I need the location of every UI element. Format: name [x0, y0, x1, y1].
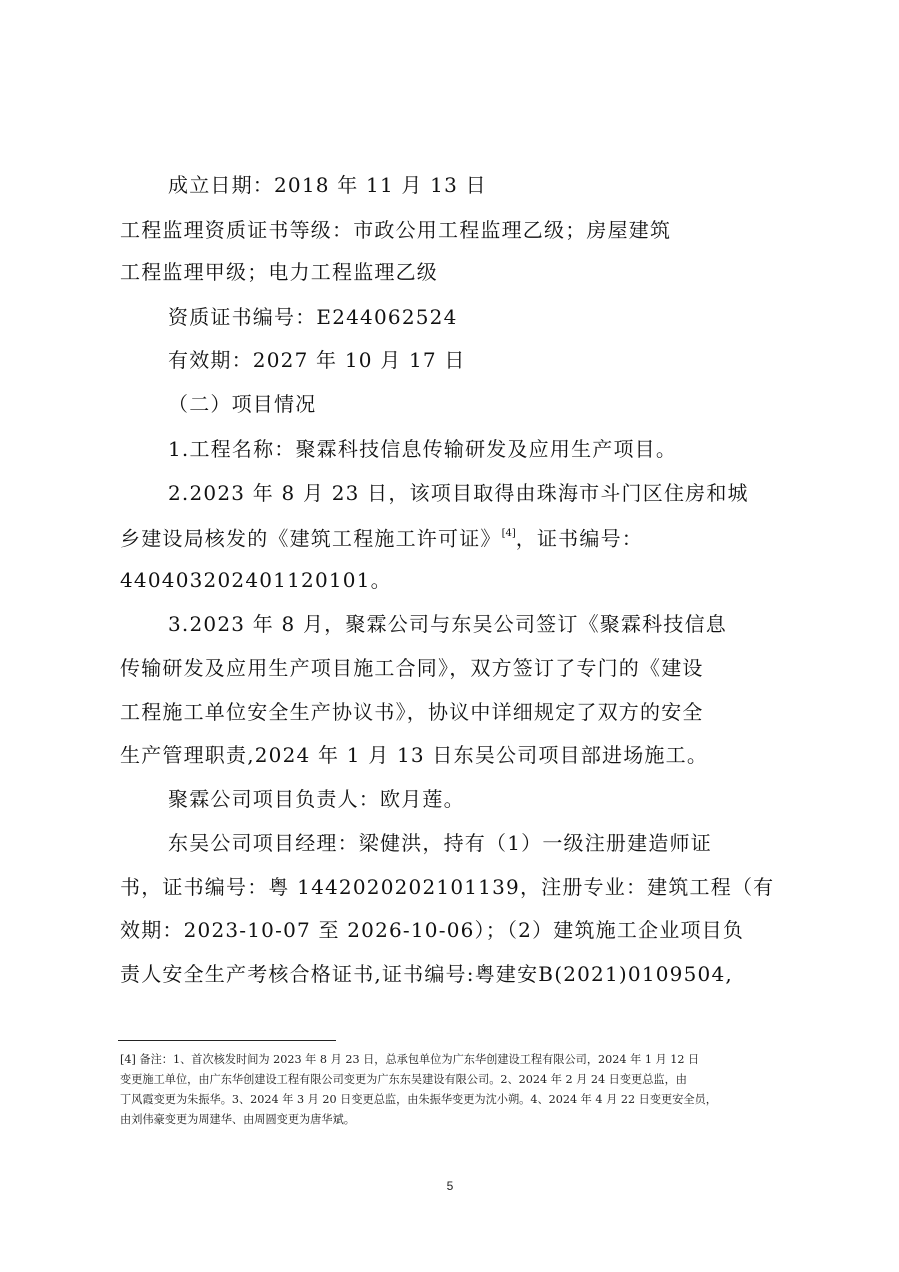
- item-2-line2: [120, 522, 643, 553]
- item-3-line4: 生产管理职责,2024 年 1 月 13 日东吴公司项目部进场施工。: [120, 743, 709, 767]
- qualification-grade-line2: 工程监理甲级；电力工程监理乙级: [120, 260, 438, 284]
- owner-project-manager: 聚霖公司项目负责人：欧月莲。: [168, 787, 465, 811]
- project-manager-line3: 效期：2023-10-07 至 2026-10-06）；（2）建筑施工企业项目负: [120, 918, 745, 942]
- footnote-line4: 由刘伟豪变更为周建华、由周圆变更为唐华斌。: [120, 1113, 355, 1126]
- founding-date: 成立日期：2018 年 11 月 13 日: [168, 173, 487, 197]
- section-heading: （二）项目情况: [168, 392, 317, 416]
- project-manager-line2: 书，证书编号：粤 1442020202101139，注册专业：建筑工程（有: [120, 875, 775, 899]
- certificate-number: 资质证书编号：E244062524: [168, 305, 458, 329]
- project-manager-line4: 责人安全生产考核合格证书,证书编号:粤建安B(2021)0109504,: [120, 962, 733, 986]
- item-3-line2: 传输研发及应用生产项目施工合同》，双方签订了专门的《建设: [120, 656, 704, 680]
- footnote-separator: [118, 1040, 336, 1041]
- footnote-reference[interactable]: [4]: [501, 528, 516, 539]
- page-number: 5: [446, 1179, 454, 1193]
- item-2-line1: 2.2023 年 8 月 23 日，该项目取得由珠海市斗门区住房和城: [168, 481, 749, 505]
- item-1-project-name: 1.工程名称：聚霖科技信息传输研发及应用生产项目。: [168, 437, 678, 461]
- footnote-line1: [4] 备注：1、首次核发时间为 2023 年 8 月 23 日，总承包单位为广东华创建设工程有限公司，2024 年 1 月 12 日: [120, 1053, 700, 1066]
- footnote-line3: 丁风霞变更为朱振华。3、2024 年 3 月 20 日变更总监，由朱振华变更为沈小朔。4、2024 年 4 月 22 日变更安全员，: [120, 1093, 717, 1106]
- item-3-line1: 3.2023 年 8 月，聚霖公司与东吴公司签订《聚霖科技信息: [168, 612, 727, 636]
- footnote-line2: 变更施工单位，由广东华创建设工程有限公司变更为广东东吴建设有限公司。2、2024 年 2 月 24 日变更总监，由: [120, 1073, 687, 1086]
- item-3-line3: 工程施工单位安全生产协议书》，协议中详细规定了双方的安全: [120, 700, 704, 724]
- item-2-line2-tail: ，证书编号：: [515, 526, 643, 551]
- item-2-line2-text: 乡建设局核发的《建筑工程施工许可证》: [120, 526, 502, 551]
- qualification-grade-line1: 工程监理资质证书等级：市政公用工程监理乙级；房屋建筑: [120, 218, 672, 242]
- validity-period: 有效期：2027 年 10 月 17 日: [168, 348, 466, 372]
- project-manager-line1: 东吴公司项目经理：梁健洪，持有（1）一级注册建造师证: [168, 831, 712, 855]
- item-2-line3: 440403202401120101。: [120, 568, 392, 592]
